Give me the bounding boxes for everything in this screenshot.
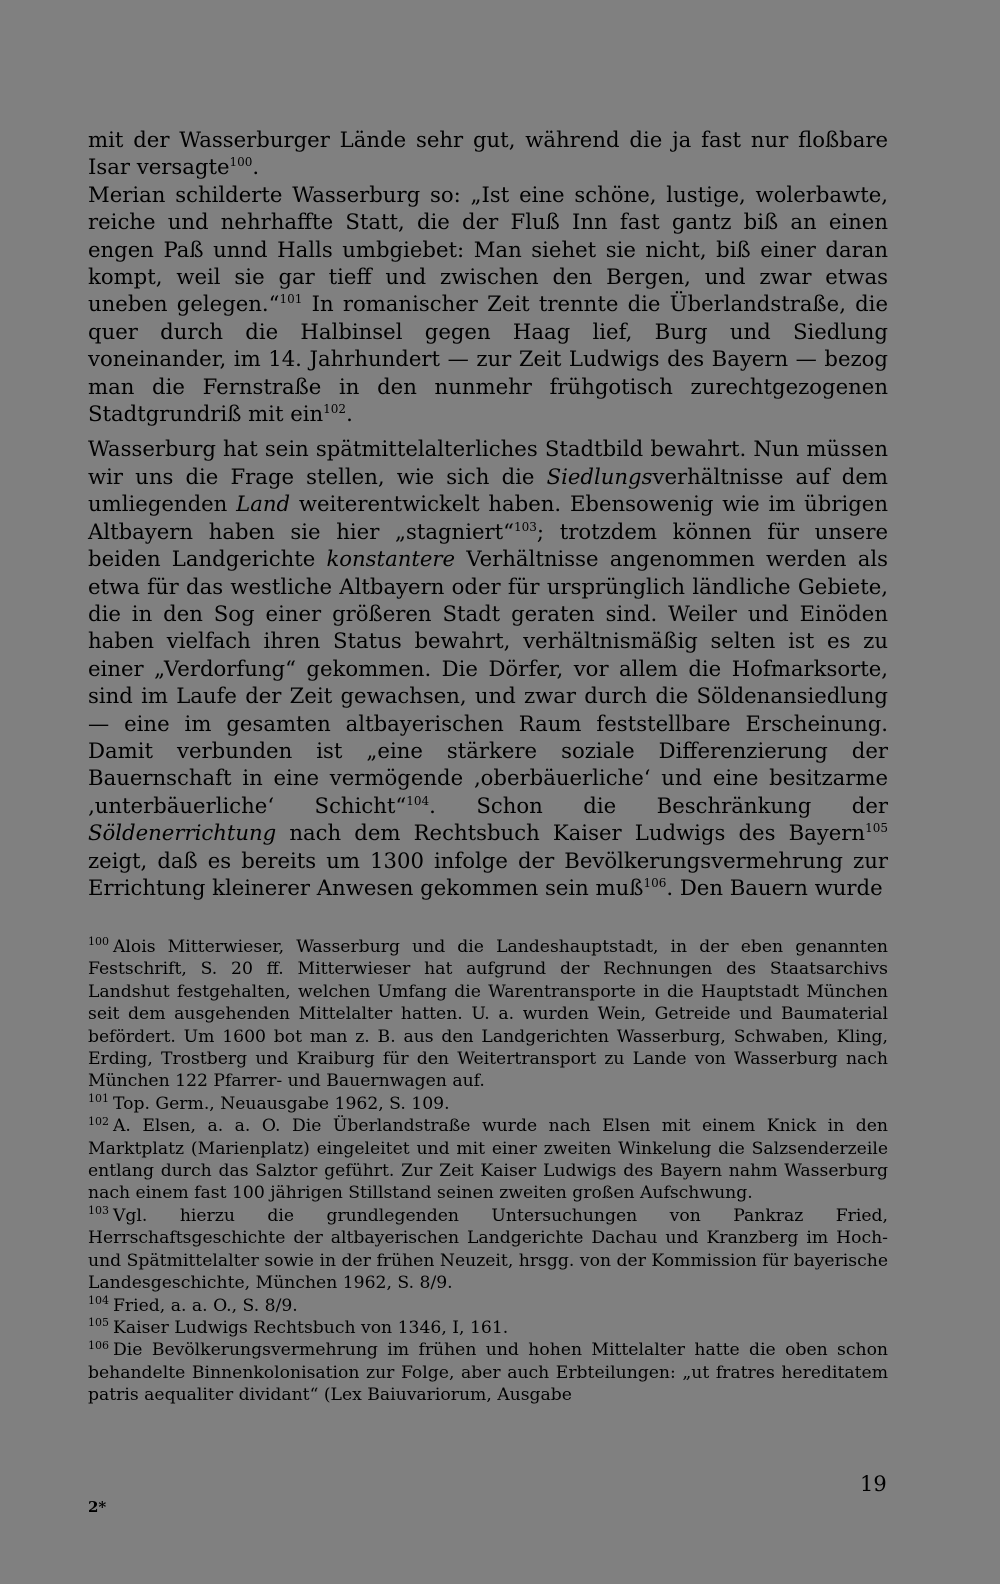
- footnote-ref-104[interactable]: 104: [406, 793, 430, 808]
- body-text: [88, 126, 888, 901]
- emphasis: Siedlungs: [546, 463, 653, 489]
- footnote-text: Fried, a. a. O., S. 8/9.: [113, 1295, 298, 1316]
- paragraph-text: ; trotzdem können für unsere beiden Landgerichte: [88, 518, 888, 572]
- footnote-number: 105: [88, 1316, 109, 1330]
- footnote-text: Top. Germ., Neuausgabe 1962, S. 109.: [113, 1093, 450, 1114]
- paragraph-text: nach dem Rechtsbuch Kaiser Ludwigs des Bayern: [276, 820, 866, 846]
- footnote-number: 103: [88, 1204, 109, 1218]
- paragraph-text: Merian schilderte Wasserburg so: „Ist eine schöne, lustige, wolerbawte, reiche und nehrhaffte Statt, die der Fluß Inn fast gantz biß an einen engen Paß unnd Halls umbgiebet: Man siehet sie nicht, biß einer daran kompt, weil sie gar tieff und zwischen den Bergen, und zwar etwas uneben gelegen.“: [88, 181, 888, 317]
- footnotes: [88, 936, 888, 1407]
- paragraph-text: . Den Bauern wurde: [666, 874, 883, 900]
- footnote-103: [88, 1205, 888, 1295]
- footnote-ref-105[interactable]: 105: [865, 821, 888, 836]
- emphasis: Land: [236, 491, 291, 517]
- footnote-104: [88, 1295, 888, 1317]
- paragraph-3: [88, 435, 888, 901]
- footnote-number: 104: [88, 1293, 109, 1307]
- paragraph-text: . Schon die Beschränkung der: [429, 792, 888, 818]
- paragraph-1: [88, 126, 888, 181]
- footnote-105: [88, 1317, 888, 1339]
- paragraph-text: Wasserburg hat sein spätmittelalterliches Stadtbild bewahrt. Nun müssen wir uns die Frage stellen, wie sich die: [88, 436, 888, 489]
- footnote-text: Die Bevölkerungsvermehrung im frühen und hohen Mittelalter hatte die oben schon behandelte Binnenkolonisation zur Folge, aber auch Erbteilungen: „ut fratres hereditatem patris aequaliter dividant“ (Lex Baiuvariorum, Ausgabe: [88, 1340, 888, 1406]
- paragraph-text: .: [252, 154, 260, 180]
- page-number: 19: [860, 1472, 887, 1496]
- footnote-number: 101: [88, 1092, 109, 1106]
- footnote-ref-102[interactable]: 102: [323, 402, 347, 416]
- footnote-106: [88, 1339, 888, 1406]
- emphasis: Söldenerrichtung: [88, 820, 277, 846]
- page: [88, 126, 889, 1406]
- paragraph-text: In romanischer Zeit trennte die Überlandstraße, die quer durch die Halbinsel gegen Haag lief, Burg und Siedlung voneinander, im 14. Jahrhundert — zur Zeit Ludwigs des Bayern — bezog man die Fernstraße in den nunmehr frühgotisch zurechtgezogenen Stadtgrundriß mit ein: [88, 291, 888, 427]
- footnote-number: 102: [88, 1114, 109, 1128]
- footnote-102: [88, 1115, 888, 1205]
- footnote-100: [88, 936, 888, 1093]
- paragraph-text: .: [346, 401, 353, 427]
- footnote-text: Kaiser Ludwigs Rechtsbuch von 1346, I, 161.: [113, 1317, 509, 1338]
- footnote-ref-106[interactable]: 106: [643, 875, 667, 890]
- paragraph-text: Verhältnisse angenommen werden als etwa für das westliche Altbayern oder für ursprünglich ländliche Gebiete, die in den Sog einer größeren Stadt geraten sind. Weiler und Einöden haben vielfach ihren Status bewahrt, verhältnismäßig selten ist es zu einer „Verdorfung“ gekommen. Die Dörfer, vor allem die Hofmarksorte, sind im Laufe der Zeit gewachsen, und zwar durch die Söldenansiedlung — eine im gesamten altbayerischen Raum feststellbare Erscheinung. Damit verbunden ist „eine stärkere soziale Differenzierung der Bauernschaft in eine vermögende ‚oberbäuerliche‘ und eine besitzarme ‚unterbäuerliche‘ Schicht“: [88, 546, 889, 818]
- paragraph-text: mit der Wasserburger Lände sehr gut, während die ja fast nur floßbare Isar versagte: [88, 127, 888, 180]
- footnote-ref-101[interactable]: 101: [279, 292, 303, 307]
- footnote-text: A. Elsen, a. a. O. Die Überlandstraße wurde nach Elsen mit einem Knick in den Marktplatz (Marienplatz) eingeleitet und mit einer zweiten Winkelung die Salzsenderzeile entlang durch das Salztor geführt. Zur Zeit Kaiser Ludwigs des Bayern nahm Wasserburg nach einem fast 100 jährigen Stillstand seinen zweiten großen Aufschwung.: [88, 1116, 888, 1204]
- footnote-ref-100[interactable]: 100: [229, 155, 253, 170]
- paragraph-2: [88, 181, 888, 428]
- emphasis: konstantere: [326, 546, 456, 572]
- paragraph-text: verhältnisse auf dem umliegenden: [88, 463, 888, 517]
- footnote-number: 106: [88, 1338, 109, 1352]
- footnote-text: Alois Mitterwieser, Wasserburg und die Landeshauptstadt, in der eben genannten Festschrift, S. 20 ff. Mitterwieser hat aufgrund der Rechnungen des Staatsarchivs Landshut festgehalten, welchen Umfang die Warentransporte in die Hauptstadt München seit dem ausgehenden Mittelalter hatten. U. a. wurden Wein, Getreide und Baumaterial befördert. Um 1600 bot man z. B. aus den Landgerichten Wasserburg, Schwaben, Kling, Erding, Trostberg und Kraiburg für den Weitertransport zu Lande von Wasserburg nach München 122 Pfarrer- und Bauernwagen auf.: [88, 937, 888, 1092]
- footnote-text: Vgl. hierzu die grundlegenden Untersuchungen von Pankraz Fried, Herrschaftsgeschichte der altbayerischen Landgerichte Dachau und Kranzberg im Hoch- und Spätmittelalter sowie in der frühen Neuzeit, hrsgg. von der Kommission für bayerische Landesgeschichte, München 1962, S. 8/9.: [88, 1205, 888, 1294]
- paragraph-text: zeigt, daß es bereits um 1300 infolge der Bevölkerungsvermehrung zur Errichtung kleinerer Anwesen gekommen sein muß: [88, 847, 888, 900]
- footnote-ref-103[interactable]: 103: [514, 519, 537, 534]
- paragraph-text: weiterentwickelt haben. Ebensowenig wie im übrigen Altbayern haben sie hier „stagniert“: [88, 491, 888, 544]
- footnote-number: 100: [88, 935, 109, 949]
- footnote-101: [88, 1093, 888, 1115]
- signature-mark: 2*: [88, 1498, 107, 1516]
